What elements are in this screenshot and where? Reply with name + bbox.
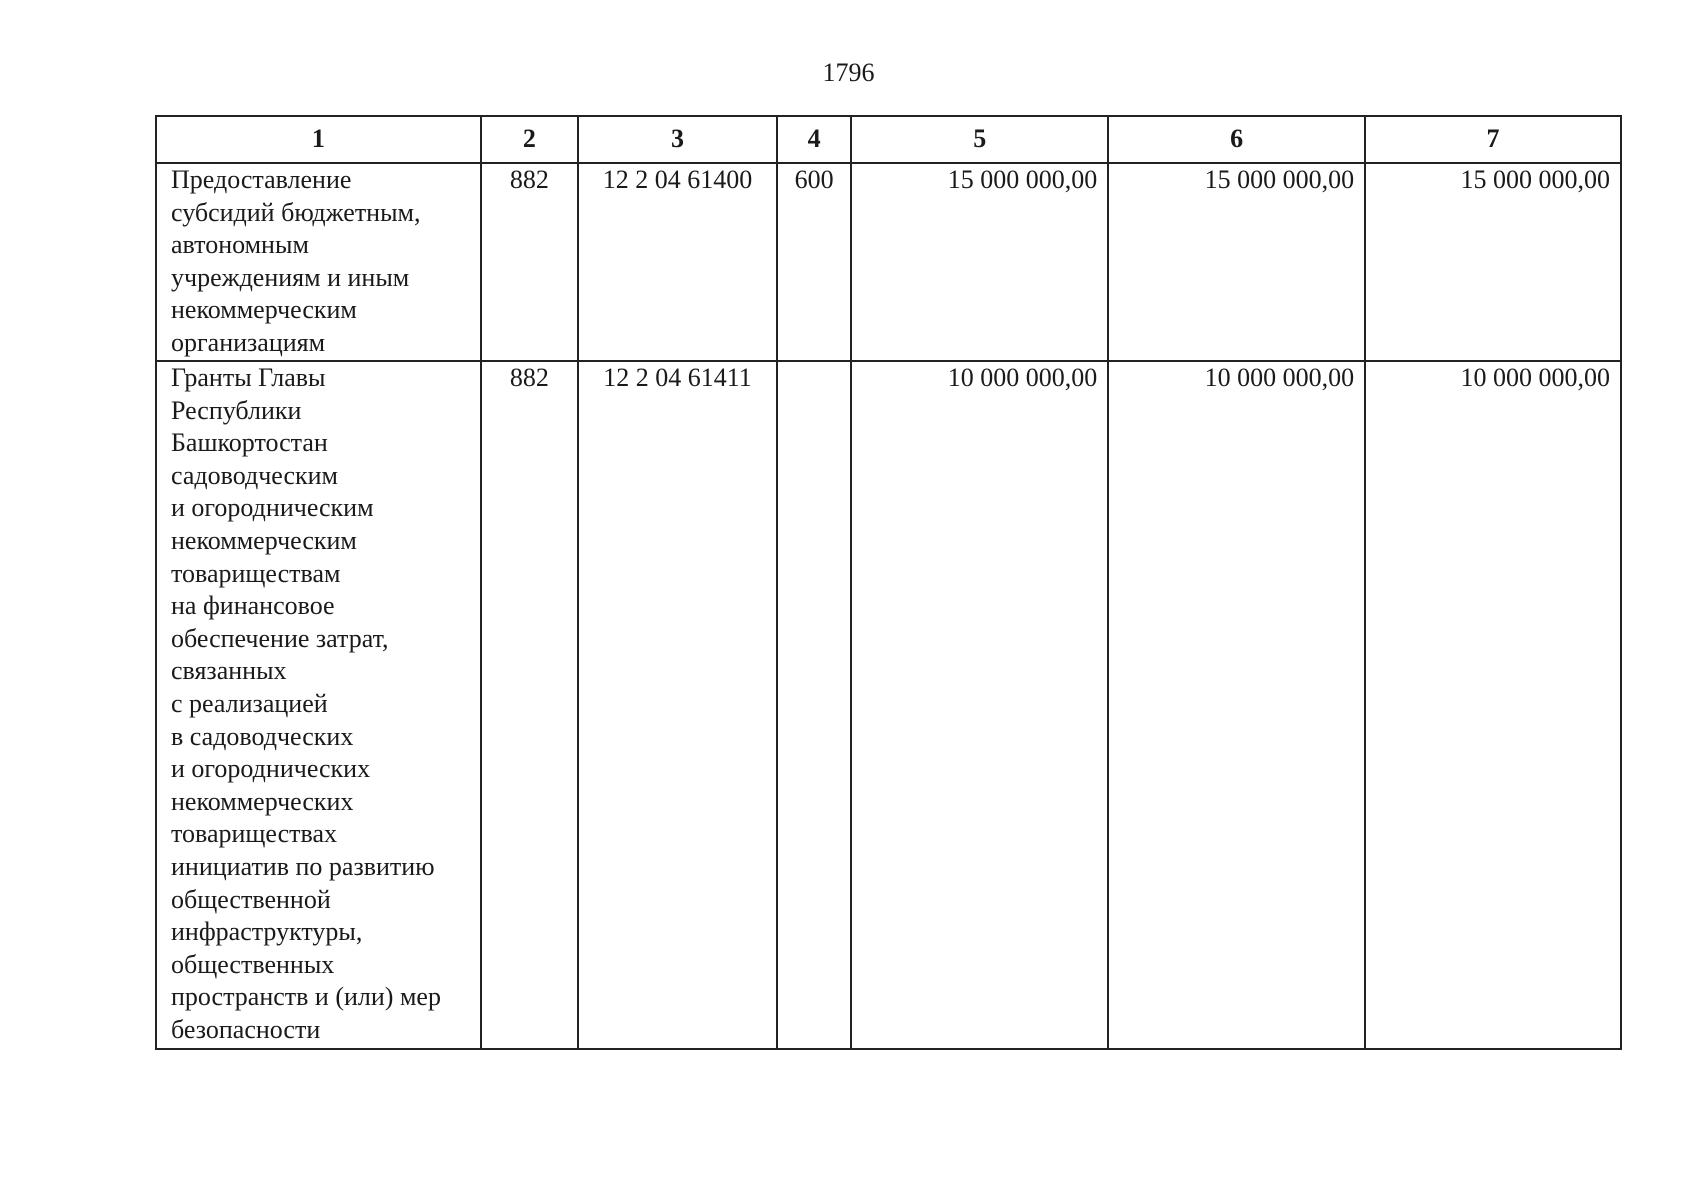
amount-cell: 10 000 000,00 (851, 361, 1108, 1049)
admin-code-cell: 882 (481, 163, 578, 361)
page-number: 1796 (822, 58, 875, 87)
amount-cell: 15 000 000,00 (851, 163, 1108, 361)
row-name-line: и огороднических (171, 754, 371, 784)
target-article-cell: 12 2 04 61411 (578, 361, 777, 1049)
table-row (156, 163, 1621, 361)
row-name-line: автономным (171, 230, 309, 260)
row-name-line: обеспечение затрат, (171, 623, 389, 653)
target-article-cell: 12 2 04 61400 (578, 163, 777, 361)
amount-cell: 15 000 000,00 (1108, 163, 1365, 361)
row-name-line: Башкортостан (171, 428, 328, 458)
amount-cell: 15 000 000,00 (1365, 163, 1621, 361)
admin-code-cell: 882 (481, 361, 578, 1049)
row-name-line: некоммерческим (171, 525, 357, 555)
column-header: 4 (777, 116, 851, 163)
row-name-line: безопасности (171, 1014, 321, 1044)
column-header: 3 (578, 116, 777, 163)
row-name-line: на финансовое (171, 591, 335, 621)
table-header-row (156, 116, 1621, 163)
row-name-line: связанных (171, 656, 287, 686)
row-name-line: организациям (171, 327, 326, 357)
row-name-line: некоммерческих (171, 786, 354, 816)
row-name-line: Предоставление (171, 165, 352, 194)
row-name-line: некоммерческим (171, 295, 357, 325)
row-name-line: общественной (171, 884, 331, 914)
column-header: 2 (481, 116, 578, 163)
column-header: 1 (156, 116, 481, 163)
row-name-cell (156, 361, 481, 1049)
row-name-line: товариществам (171, 558, 341, 588)
row-name-line: садоводческим (171, 460, 339, 490)
expense-type-cell (777, 361, 851, 1049)
row-name-line: Республики (171, 395, 302, 425)
column-header: 6 (1108, 116, 1365, 163)
row-name-cell (156, 163, 481, 361)
row-name-line: пространств и (или) мер (171, 982, 441, 1012)
row-name-line: и огородническим (171, 493, 374, 523)
table-row (156, 361, 1621, 1049)
budget-table (155, 115, 1622, 1050)
row-name-line: в садоводческих (171, 721, 354, 751)
amount-cell: 10 000 000,00 (1108, 361, 1365, 1049)
row-name-line: учреждениям и иным (171, 262, 410, 292)
row-name-line: общественных (171, 949, 335, 979)
column-header: 7 (1365, 116, 1621, 163)
row-name-line: инфраструктуры, (171, 917, 363, 947)
expense-type-cell: 600 (777, 163, 851, 361)
row-name-line: инициатив по развитию (171, 851, 435, 881)
row-name-line: Гранты Главы (171, 363, 326, 392)
amount-cell: 10 000 000,00 (1365, 361, 1621, 1049)
row-name-line: субсидий бюджетным, (171, 197, 421, 227)
column-header: 5 (851, 116, 1108, 163)
row-name-line: с реализацией (171, 688, 328, 718)
row-name-line: товариществах (171, 819, 337, 849)
